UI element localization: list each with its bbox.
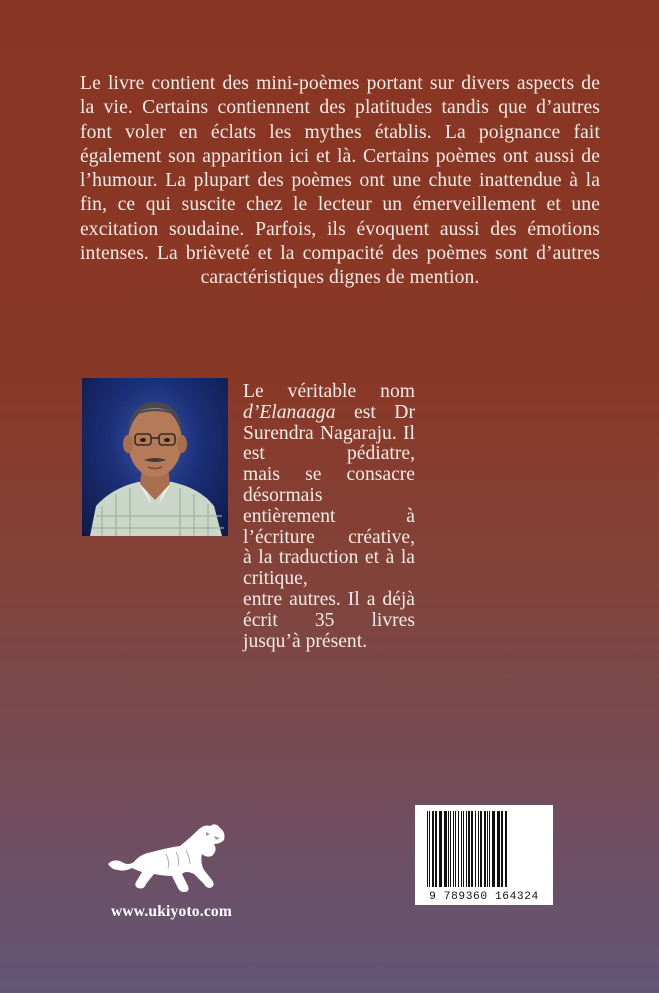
tiger-logo-icon (106, 818, 234, 896)
author-bio (243, 382, 415, 652)
bio-line-1: Le véritable nom d’Elanaaga est Dr (243, 381, 415, 423)
bio-line-2: Surendra Nagaraju. Il est pédiatre, (243, 422, 415, 465)
bio-line-6: entre autres. Il a déjà écrit 35 livres (243, 588, 415, 631)
author-photo (82, 378, 228, 536)
author-pen-name: d’Elanaaga (243, 401, 336, 423)
book-blurb: Le livre contient des mini-poèmes portant sur divers aspects de la vie. Certains contiennent des platitudes tandis que d’autres font voler en éclats les mythes établis. La poignance fait également son apparition ici et là. Certains poèmes ont aussi de l’humour. La plupart des poèmes ont une chute inattendue à la fin, ce qui suscite chez le lecteur un émerveillement et une excitation soudaine. Parfois, ils évoquent aussi des émotions intenses. La brièveté et la compacité des poèmes sont d’autres caractéristiques dignes de mention. (80, 73, 600, 289)
isbn-barcode (415, 805, 553, 905)
bio-line-7: jusqu’à présent. (243, 630, 368, 652)
bio-line-4: entièrement à l’écriture créative, (243, 505, 415, 548)
publisher-website-link[interactable]: www.ukiyoto.com (111, 903, 232, 920)
isbn-number: 9 789360 164324 (429, 891, 539, 903)
bio-line-5: à la traduction et à la critique, (243, 547, 415, 590)
bio-line-3: mais se consacre désormais (243, 464, 415, 506)
